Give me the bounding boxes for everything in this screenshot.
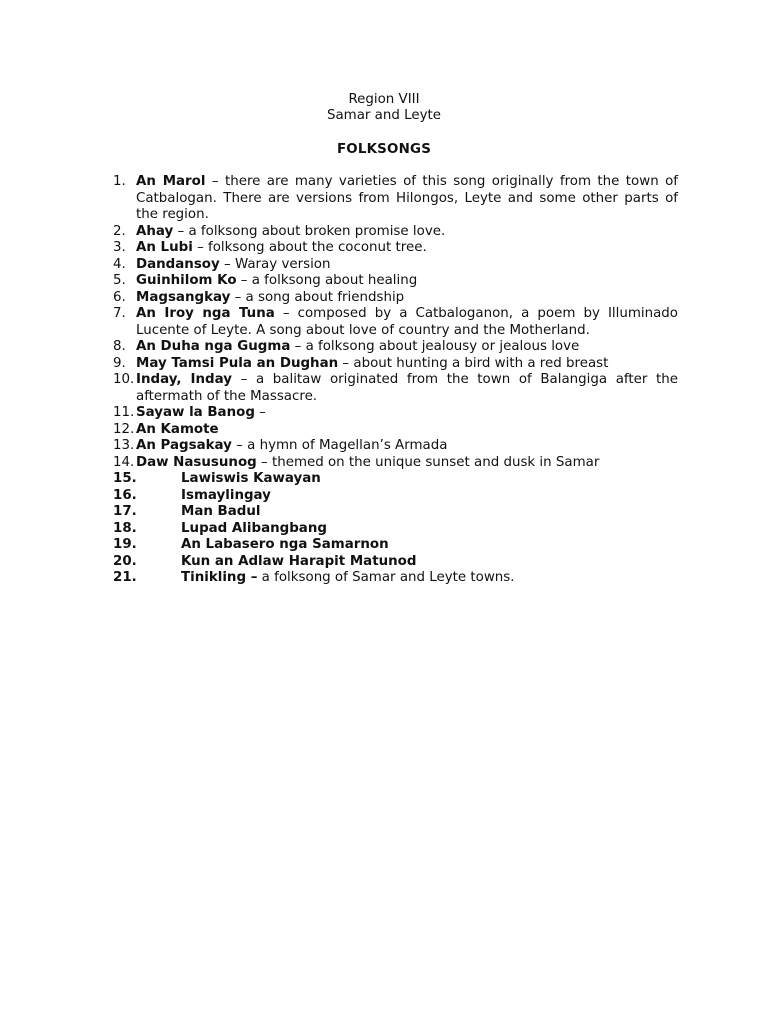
song-description: – a folksong about broken promise love. (173, 223, 446, 239)
item-number: 9. (113, 355, 126, 371)
song-title: Dandansoy (136, 256, 220, 272)
folksong-item (113, 405, 678, 422)
song-title: Tinikling – (181, 570, 258, 585)
item-number: 2. (113, 223, 126, 239)
song-description: – (254, 405, 266, 420)
folksong-item (113, 554, 678, 571)
folksong-item (113, 339, 678, 356)
folksong-item (113, 504, 678, 521)
song-title: Ahay (136, 223, 174, 239)
folksong-item (113, 438, 678, 455)
item-number: 4. (113, 256, 126, 272)
folksong-item (113, 471, 678, 488)
item-number: 15. (113, 471, 137, 486)
folksong-item (113, 537, 678, 554)
item-number: 13. (113, 438, 135, 453)
song-title: Sayaw la Banog (136, 405, 255, 420)
item-number: 18. (113, 520, 137, 536)
item-number: 19. (113, 537, 137, 552)
folksong-item (113, 240, 678, 257)
folksong-item (113, 422, 678, 439)
song-title: An Iroy nga Tuna (136, 306, 275, 321)
song-description: – Waray version (219, 256, 331, 272)
item-number: 17. (113, 504, 137, 519)
item-number: 6. (113, 289, 126, 305)
region-heading: Region VIII (348, 92, 420, 107)
folksong-item (113, 306, 678, 339)
song-title: Ismaylingay (181, 487, 271, 503)
item-number: 3. (113, 240, 126, 255)
song-description: – composed by a Catbaloganon, a poem by Illuminado Lucente of Leyte. A song about love of country and the Motherland. (136, 306, 678, 338)
song-title: Man Badul (181, 504, 261, 519)
item-number: 20. (113, 553, 137, 569)
song-title: Daw Nasusunog (136, 454, 257, 470)
song-title: Lupad Alibangbang (181, 520, 327, 536)
folksong-item (113, 273, 678, 290)
folksong-list (113, 174, 678, 587)
song-title: An Duha nga Gugma (136, 339, 291, 354)
song-title: Inday, Inday (136, 372, 232, 387)
folksong-item (113, 290, 678, 307)
item-number: 7. (113, 306, 126, 321)
folksong-item (113, 570, 678, 587)
song-title: An Pagsakay (136, 438, 232, 453)
song-description: – folksong about the coconut tree. (192, 240, 427, 255)
item-number: 5. (113, 273, 126, 288)
song-title: Guinhilom Ko (136, 273, 237, 288)
item-number: 21. (113, 570, 137, 585)
folksong-item (113, 257, 678, 274)
folksong-item (113, 356, 678, 373)
province-heading: Samar and Leyte (326, 108, 442, 123)
item-number: 1. (113, 174, 126, 189)
song-title: An Marol (136, 174, 206, 189)
item-number: 14. (113, 454, 135, 470)
folksong-item (113, 372, 678, 405)
song-title: An Labasero nga Samarnon (181, 537, 389, 552)
folksong-item (113, 224, 678, 241)
song-description: – a folksong about jealousy or jealous love (290, 339, 580, 354)
document-title: FOLKSONGS (336, 142, 432, 157)
song-description: – a folksong about healing (236, 273, 418, 288)
item-number: 16. (113, 487, 137, 503)
folksong-item (113, 455, 678, 472)
song-title: An Lubi (136, 240, 193, 255)
item-number: 11. (113, 405, 135, 420)
song-title: Magsangkay (136, 289, 231, 305)
song-title: An Kamote (136, 421, 219, 437)
song-description: – there are many varieties of this song originally from the town of Catbalogan. There are versions from Hilongos, Leyte and some other parts of the region. (136, 174, 678, 222)
song-description: – a hymn of Magellan’s Armada (231, 438, 448, 453)
song-description: – about hunting a bird with a red breast (338, 355, 609, 371)
song-title: Kun an Adlaw Harapit Matunod (181, 553, 417, 569)
item-number: 10. (113, 372, 135, 387)
folksong-item (113, 488, 678, 505)
item-number: 12. (113, 421, 135, 437)
folksong-item (113, 174, 678, 224)
song-description: a folksong of Samar and Leyte towns. (257, 570, 515, 585)
song-title: Lawiswis Kawayan (181, 471, 321, 486)
folksong-item (113, 521, 678, 538)
song-description: – a song about friendship (230, 289, 405, 305)
song-title: May Tamsi Pula an Dughan (136, 355, 339, 371)
song-description: – themed on the unique sunset and dusk in Samar (256, 454, 600, 470)
song-description: – a balitaw originated from the town of Balangiga after the aftermath of the Massacre. (136, 372, 678, 404)
item-number: 8. (113, 339, 126, 354)
